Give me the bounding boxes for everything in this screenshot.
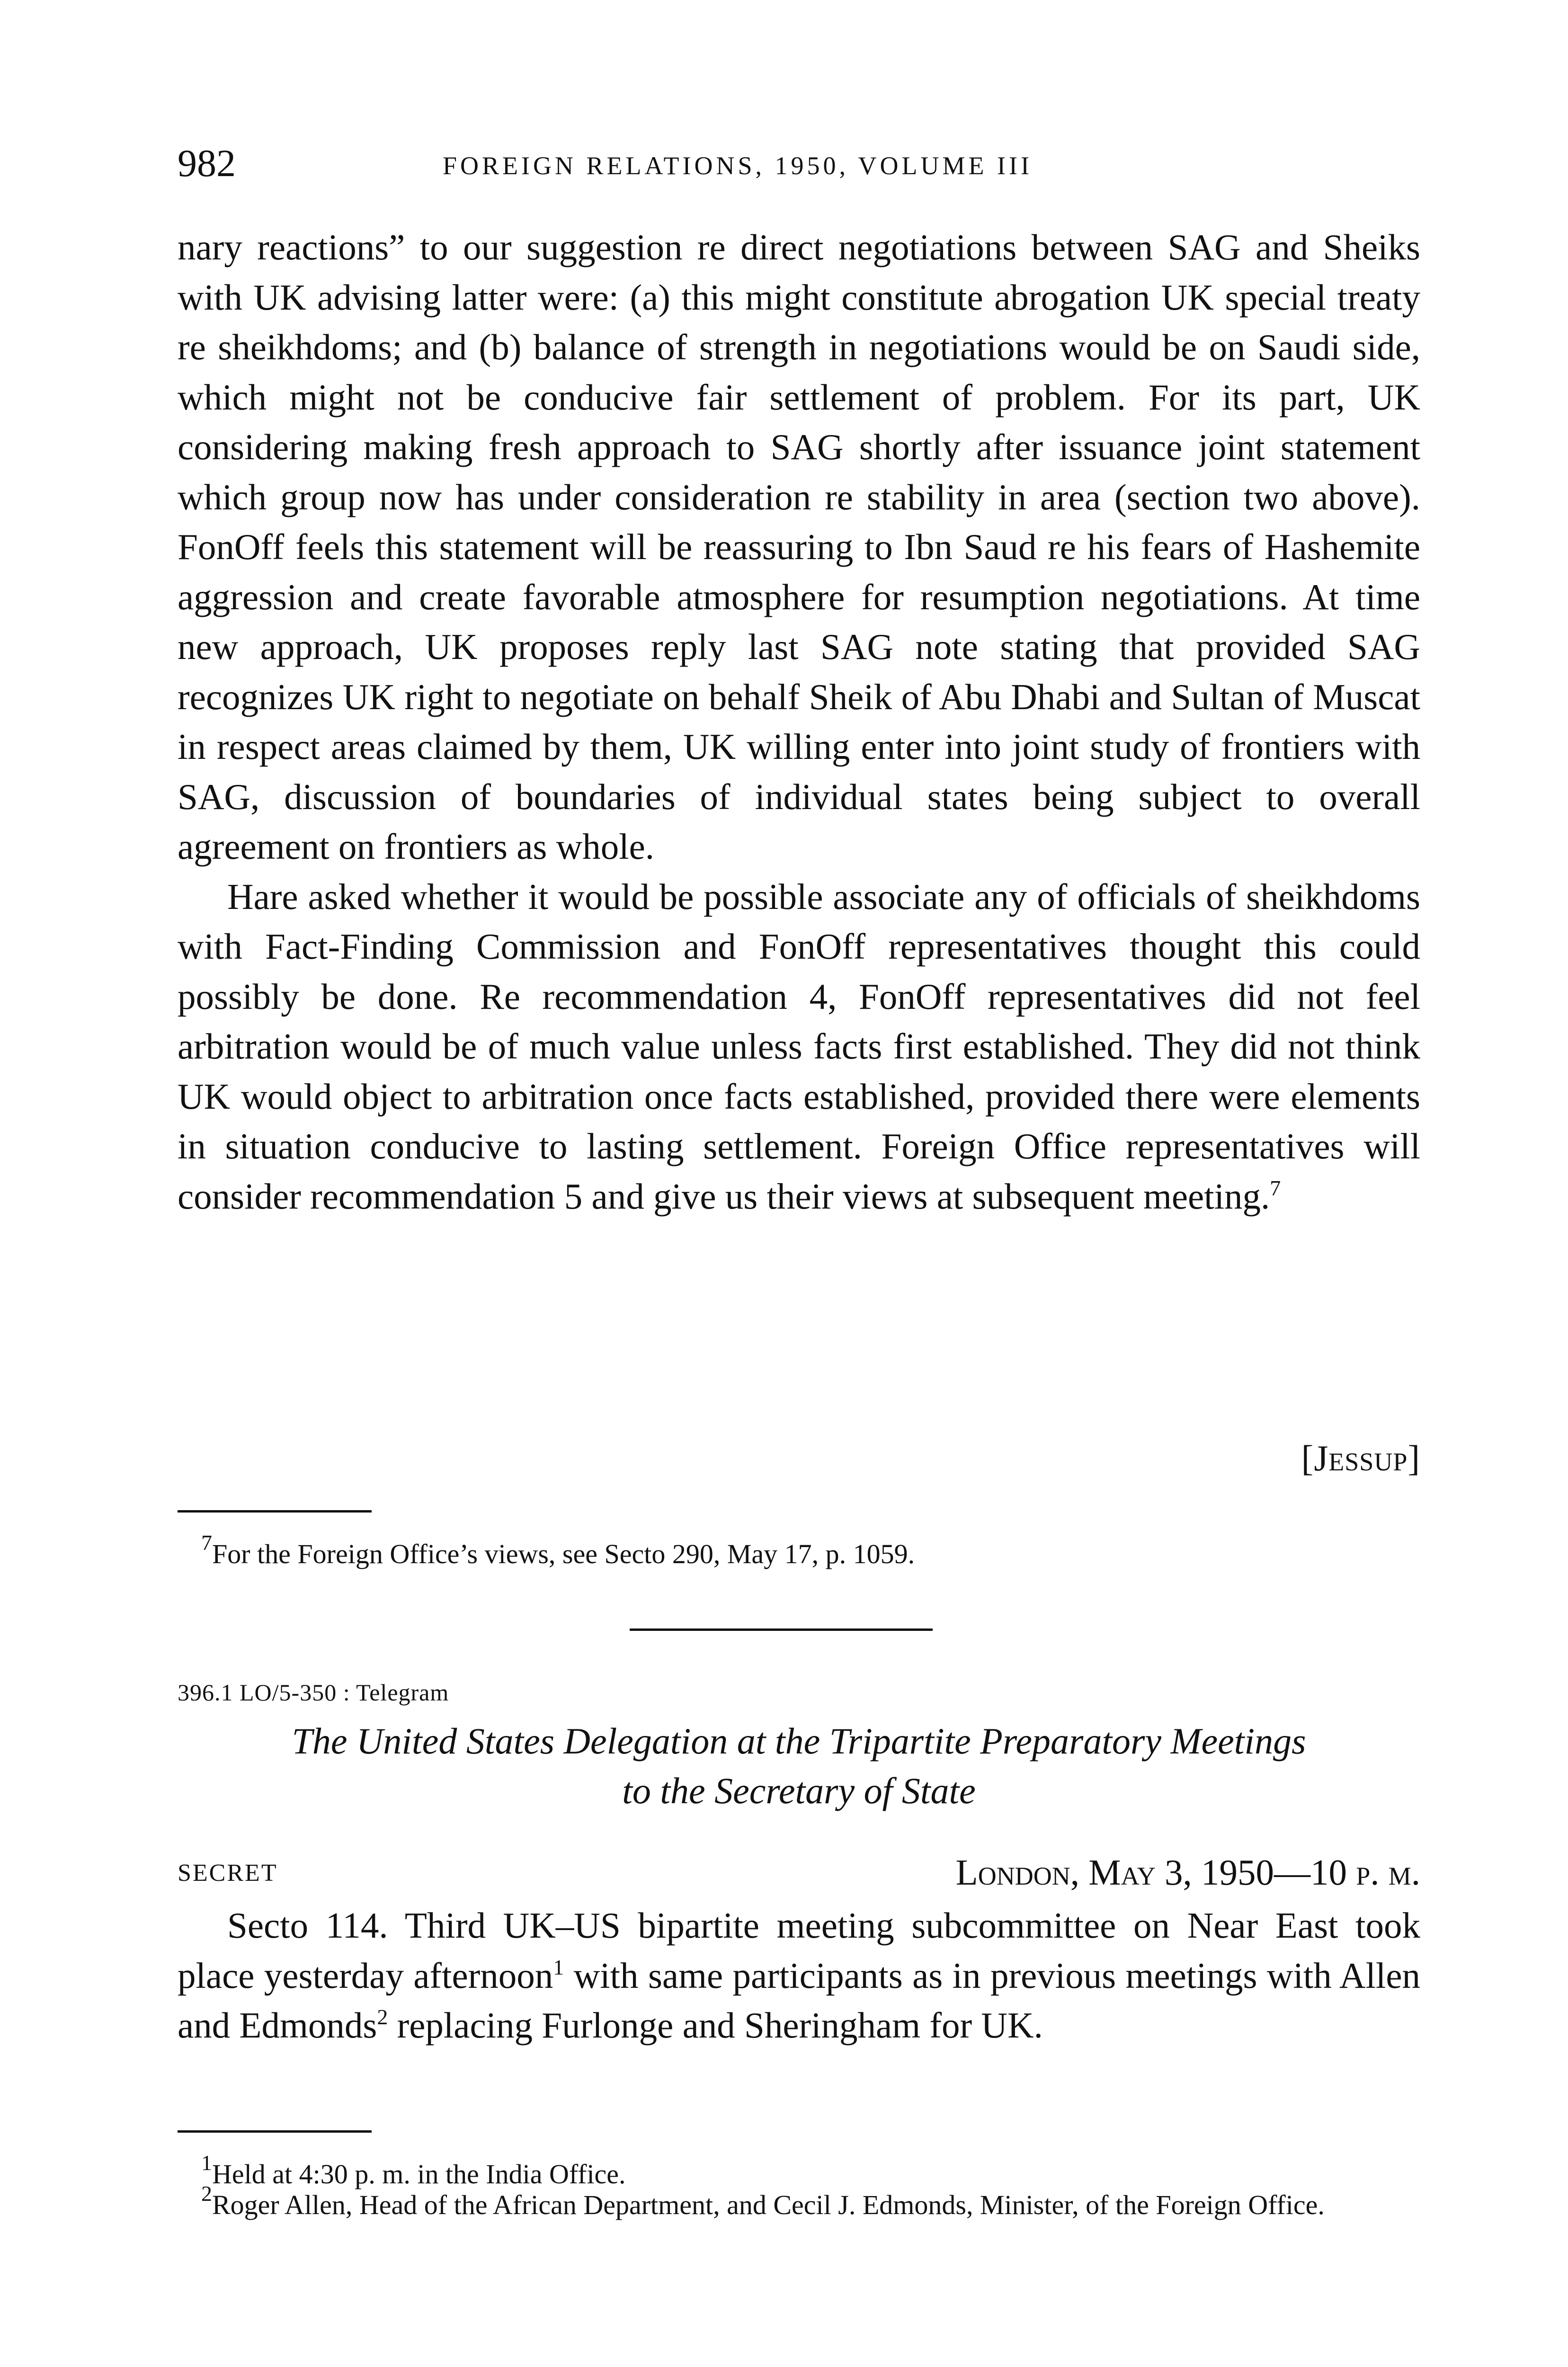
paragraph-secto-114 <box>178 1901 1420 2051</box>
document-title-line-1: The United States Delegation at the Tripartite Preparatory Meetings <box>292 1720 1306 1762</box>
second-section-body <box>178 1901 1420 2051</box>
footnote-2 <box>178 2181 1420 2221</box>
dateline: London, May 3, 1950—10 p. m. <box>955 1852 1420 1893</box>
footnote-ref-2: 2 <box>377 2005 388 2029</box>
footnote-7-mark: 7 <box>201 1531 212 1555</box>
footnote-2-text: Roger Allen, Head of the African Department, and Cecil J. Edmonds, Minister, of the Foreign Office. <box>212 2189 1325 2220</box>
footnote-ref-7: 7 <box>1270 1175 1281 1200</box>
footnote-7-text: For the Foreign Office’s views, see Secto 290, May 17, p. 1059. <box>212 1539 915 1569</box>
paragraph-continued: nary reactions” to our suggestion re direct negotiations between SAG and Sheiks with UK advising latter were: (a) this might constitute abrogation UK special treaty re sheikhdoms; and (b) balance of strength in negotiations would be on Saudi side, which might not be conducive fair settlement of problem. For its part, UK considering making fresh approach to SAG shortly after issuance joint statement which group now has under consideration re stability in area (section two above). FonOff feels this statement will be reassuring to Ibn Saud re his fears of Hashemite aggression and create favorable atmosphere for resumption negotiations. At time new approach, UK proposes reply last SAG note stating that provided SAG recognizes UK right to negotiate on behalf Sheik of Abu Dhabi and Sultan of Muscat in respect areas claimed by them, UK willing enter into joint study of frontiers with SAG, discussion of boundaries of individual states being subject to overall agreement on frontiers as whole. <box>178 227 1420 867</box>
footnote-1-text: Held at 4:30 p. m. in the India Office. <box>212 2159 626 2189</box>
running-head <box>178 142 1420 185</box>
document-reference: 396.1 LO/5-350 : Telegram <box>178 1679 449 1706</box>
secto-114-part-1: Secto 114. Third UK–US bipartite meeting subcommittee on Near East took place yesterday afternoon <box>178 1905 1420 1996</box>
page-number: 982 <box>178 142 236 185</box>
secto-114-part-2: with same participants as in previous meetings with Allen and Edmonds <box>178 1955 1421 2046</box>
paragraph-hare <box>178 872 1420 1222</box>
classification-label: SECRET <box>178 1860 278 1886</box>
footnote-rule <box>178 1510 372 1513</box>
running-title: FOREIGN RELATIONS, 1950, VOLUME III <box>443 151 1033 180</box>
document-title <box>178 1716 1420 1815</box>
paragraph-hare-text: Hare asked whether it would be possible associate any of officials of sheikhdoms with Fact-Finding Commission and FonOff representatives thought this could possibly be done. Re recommendation 4, FonOff representatives did not feel arbitration would be of much value unless facts first established. They did not think UK would object to arbitration once facts established, provided there were elements in situation conducive to lasting settlement. Foreign Office representatives will consider recommendation 5 and give us their views at subsequent meeting. <box>178 876 1420 1217</box>
footnote-1-mark: 1 <box>201 2151 212 2175</box>
first-section-body <box>178 222 1420 1221</box>
signature-text: [Jessup] <box>1301 1438 1420 1478</box>
document-title-line-2: to the Secretary of State <box>622 1770 976 1811</box>
section-divider <box>630 1628 933 1631</box>
footnote-1 <box>178 2151 1420 2190</box>
footnote-2-mark: 2 <box>201 2181 212 2206</box>
footnote-ref-1: 1 <box>553 1955 564 1979</box>
footnote-7 <box>178 1531 1420 1570</box>
signature <box>1301 1434 1420 1482</box>
secto-114-part-3: replacing Furlonge and Sheringham for UK. <box>397 2005 1043 2046</box>
footnote-rule-2 <box>178 2130 372 2133</box>
dateline-row <box>178 1849 1420 1896</box>
